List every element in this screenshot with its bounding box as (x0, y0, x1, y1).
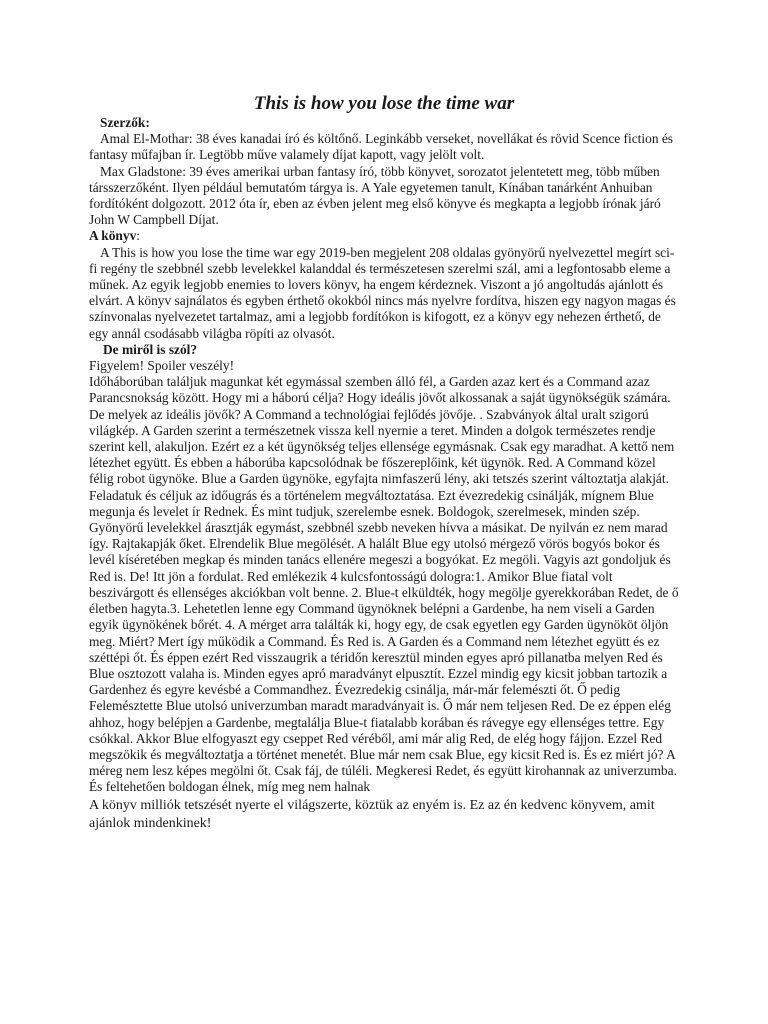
book-heading-line (89, 228, 679, 244)
book-paragraph: A This is how you lose the time war egy 2019-ben megjelent 208 oldalas gyönyörű nyelvezettel megírt sci-fi regény tle szebbnél szebb levelekkel kalanddal és természetesen szerelmi szál, ami a legfontosabb eleme a műnek. Az egyik legjobb enemies to lovers könyv, ha engem kérdeznek. Viszont a jó angoltudás ajánlott és elvárt. A könyv sajnálatos és egyben érthető okokból nincs más nyelvre fordítva, hiszen egy nagyon magas és színvonalas nyelvezetet tartalmaz, ami a legjobb fordítókon is kifogott, ez a könyv egy nehezen érthető, de egy annál csodásabb világba röpíti az olvasót. (89, 244, 676, 341)
authors-heading: Szerzők: (100, 115, 150, 130)
about-heading: De miről is szól? (103, 341, 198, 357)
book-heading: A könyv (89, 228, 137, 244)
plot-paragraph: Időháborúban találjuk magunkat két egymással szemben álló fél, a Garden azaz kert és a Command azaz Parancsnokság között. Hogy mi a háború célja? Hogy ideális jövőt alkossanak a saját ügynökségük számára. De melyek az ideális jövők? A Command a technológiai fejlődés jövője. . Szabványok által uralt szigorú világkép. A Garden szerint a természetnek vissza kell nyernie a teret. Minden a dolgok természetes rendje szerint kell, alakuljon. Ezért ez a két ügynökség teljes ellensége egymásnak. Csak egy maradhat. A kettő nem létezhet együtt. És ebben a háborúba kapcsolódnak be főszereplőink, két ügynök. Red. A Command közel félig robot ügynöke. Blue a Garden ügynöke, egyfajta nimfaszerű lény, aki tetszés szerint változtatja alakját. Feladatuk és céljuk az időugrás és a történelem megváltoztatása. Ezt évezredekig csinálják, mígnem Blue megunja és levelet ír Rednek. És mint tudjuk, szerelembe esnek. Boldogok, szerelmesek, minden szép. Gyönyörű levelekkel árasztják egymást, szebbnél szebb neveken hívva a másikat. De nyilván ez nem marad így. Rajtakapják őket. Elrendelik Blue megölését. A halált Blue egy utolsó mérgező vörös bogyós bokor és levél kíséretében megkap és minden tanács ellenére megeszi a bogyókat. Ez megöli. Vagyis azt gondoljuk és Red is. De! Itt jön a fordulat. Red emlékezik 4 kulcsfontosságú dologra:1. Amikor Blue fiatal volt beszivárgott és ellenséges akciókban volt benne. 2. Blue-t elküldték, hogy megölje gyerekkorában Redet, de ő életben hagyta.3. Lehetetlen lenne egy Command ügynöknek belépni a Gardenbe, ha nem viseli a Garden egyik ügynökének bőrét. 4. A mérget arra találták ki, hogy egy, de csak egyetlen egy Garden ügynököt öljön meg. Miért? Mert így működik a Command. És Red is. A Garden és a Command nem létezhet együtt és ez széttépi őt. És éppen ezért Red visszaugrik a téridőn keresztül minden egyes apró pillanatba melyen Red és Blue osztozott valaha is. Minden egyes apró maradványt elpusztít. Ezzel mindig egy kicsit jobban tartozik a Gardenhez és egyre kevésbé a Commandhez. Évezredekig csinálja, már-már felemészti őt. Ő pedig Felemésztette Blue utolsó univerzumban maradt maradványait is. Ő már nem teljesen Red. De ez éppen elég ahhoz, hogy belépjen a Gardenbe, megtalálja Blue-t fiatalabb korában és rávegye egy ellenséges tettre. Egy csókkal. Akkor Blue elfogyaszt egy cseppet Red véréből, ami már alig Red, de elég hogy fájjon. Ezzel Red megszökik és megváltoztatja a történet menetét. Blue már nem csak Blue, egy kicsit Red is. És ez miért jó? A méreg nem lesz képes megölni őt. Csak fáj, de túléli. Megkeresi Redet, és együtt kirohannak az univerzumba. És feltehetően boldogan élnek, míg meg nem halnak (89, 374, 679, 795)
author-paragraph: Amal El-Mothar: 38 éves kanadai író és költőnő. Leginkább verseket, novellákat és rövid Scence fiction és fantasy műfajban ír. Legtöbb műve valamely díjat kapott, vagy jelölt volt. (89, 131, 674, 163)
spoiler-warning: Figyelem! Spoiler veszély! (89, 358, 235, 374)
book-heading-colon: : (136, 228, 140, 244)
document-title: This is how you lose the time war (253, 93, 515, 114)
document-page (89, 93, 679, 834)
author-paragraph: Max Gladstone: 39 éves amerikai urban fantasy író, több könyvet, sorozatot jelentetett meg, több műben társszerzőként. Ilyen például bemutatóm tárgya is. A Yale egyetemen tanult, Kínában tanárként Anhuiban fordítóként dolgozott. 2012 óta ír, eben az évben jelent meg első könyve és megkapta a legjobb írónak járó John W Campbell Díjat. (89, 163, 661, 228)
closing-paragraph: A könyv milliók tetszését nyerte el világszerte, köztük az enyém is. Ez az én kedvenc könyvem, amit ajánlok mindenkinek! (89, 797, 655, 832)
